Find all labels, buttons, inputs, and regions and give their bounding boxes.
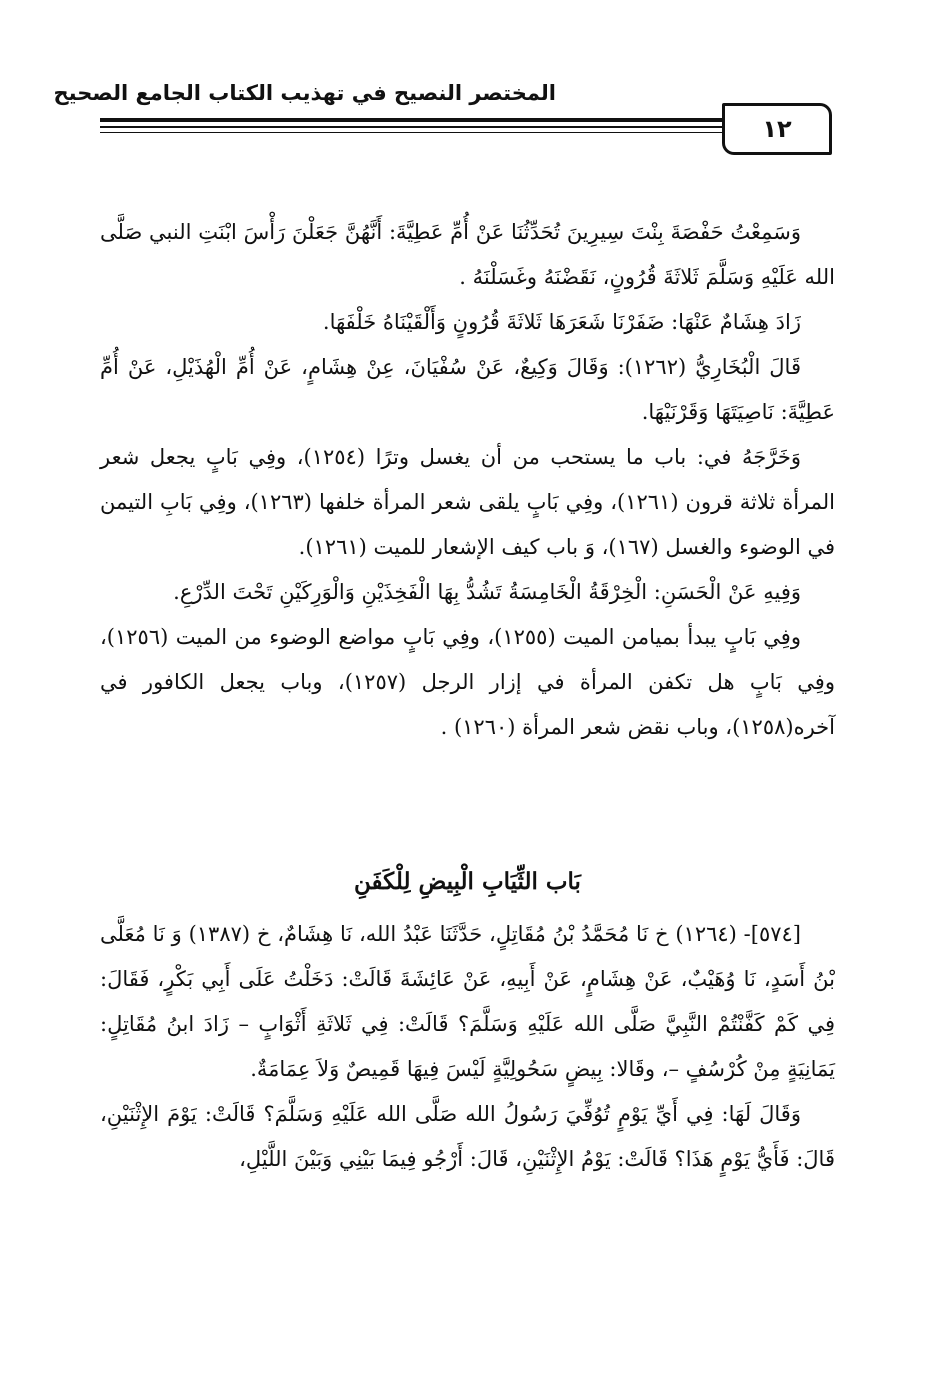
paragraph: زَادَ هِشَامٌ عَنْهَا: ضَفَرْنَا شَعَرَهَا ثَلاثَةَ قُرُونٍ وَأَلْقَيْنَاهُ خَلْفَهَا. — [322, 310, 801, 334]
paragraph: وَسَمِعْتُ حَفْصَةَ بِنْتَ سِيرِينَ تُحَدِّثُنَا عَنْ أُمِّ عَطِيَّةَ: أَنَّهُنَّ جَعَلْنَ رَأْسَ ابْنَتِ النبي صَلَّى الله عَلَيْهِ وَسَلَّمَ ثَلاثَةَ قُرُونٍ، نَقَضْنَهُ وغَسَلْنَهُ . — [100, 220, 835, 289]
page-number: ١٢ — [722, 103, 832, 155]
paragraph: [٥٧٤]- (١٢٦٤) خ نَا مُحَمَّدُ بْنُ مُقَاتِلٍ، حَدَّثَنَا عَبْدُ الله، نَا هِشَامٌ، خ (١٣٨٧) وَ نَا مُعَلَّى بْنُ أَسَدٍ، نَا وُهَيْبٌ، عَنْ هِشَامٍ، عَنْ أَبِيهِ، عَنْ عَائِشَةَ قَالَتْ: دَخَلْتُ عَلَى أَبِي بَكْرٍ، فَقَالَ: فِي كَمْ كَفَّنْتُمْ النَّبِيَّ صَلَّى الله عَلَيْهِ وَسَلَّمَ؟ قَالَتْ: فِي ثَلاثَةِ أَثْوَابٍ – زَادَ ابنُ مُقَاتِلٍ: يَمَانِيَةٍ مِنْ كُرْسُفٍ –، وقَالا: بِيضٍ سَحُولِيَّةٍ لَيْسَ فِيهَا قَمِيصٌ وَلاَ عِمَامَةٌ. — [100, 922, 835, 1081]
paragraph: وفِي بَابٍ يبدأ بميامن الميت (١٢٥٥)، وفِي بَابٍ مواضع الوضوء من الميت (١٢٥٦)، وفِي بَابٍ هل تكفن المرأة في إزار الرجل (١٢٥٧)، وباب يجعل الكافور في آخره(١٢٥٨)، وباب نقض شعر المرأة (١٢٦٠) . — [100, 625, 835, 739]
paragraph: وَقَالَ لَهَا: فِي أَيِّ يَوْمٍ تُوُفِّيَ رَسُولُ الله صَلَّى الله عَلَيْهِ وَسَلَّمَ؟ قَالَتْ: يَوْمَ الإِثْنَيْنِ، قَالَ: فَأَيُّ يَوْمٍ هَذَا؟ قَالَتْ: يَوْمُ الإِثْنَيْنِ، قَالَ: أَرْجُو فِيمَا بَيْنِي وَبَيْنَ اللَّيْلِ، — [100, 1102, 835, 1171]
paragraph: قَالَ الْبُخَارِيُّ (١٢٦٢): وَقَالَ وَكِيعٌ، عَنْ سُفْيَانَ، عِنْ هِشَامٍ، عَنْ أُمِّ الْهُذَيْلِ، عَنْ أُمِّ عَطِيَّةَ: نَاصِيَتَهَا وَقَرْنَيْهَا. — [100, 355, 835, 424]
header-rule-medium — [100, 126, 722, 128]
body-text-bottom — [100, 912, 835, 1182]
section-heading: بَاب الثِّيَابِ الْبِيضِ لِلْكَفَنِ — [354, 868, 581, 895]
header-rule-thick — [100, 118, 722, 122]
header-rule-thin — [100, 132, 722, 133]
paragraph: وَفِيهِ عَنْ الْحَسَنِ: الْخِرْقَةُ الْخَامِسَةُ تَشُدُّ بِهَا الْفَخِذَيْنِ وَالْوَرِكَيْنِ تَحْتَ الدِّرْعِ. — [173, 580, 801, 604]
running-title: المختصر النصيح في تهذيب الكتاب الجامع الصحيح — [53, 81, 556, 105]
paragraph: وَخَرَّجَهُ في: باب ما يستحب من أن يغسل وترًا (١٢٥٤)، وفِي بَابٍ يجعل شعر المرأة ثلاثة قرون (١٢٦١)، وفِي بَابٍ يلقى شعر المرأة خلفها (١٢٦٣)، وفِي بَابِ التيمن في الوضوء والغسل (١٦٧)، وَ باب كيف الإشعار للميت (١٢٦١). — [100, 445, 835, 559]
body-text-top — [100, 210, 835, 750]
